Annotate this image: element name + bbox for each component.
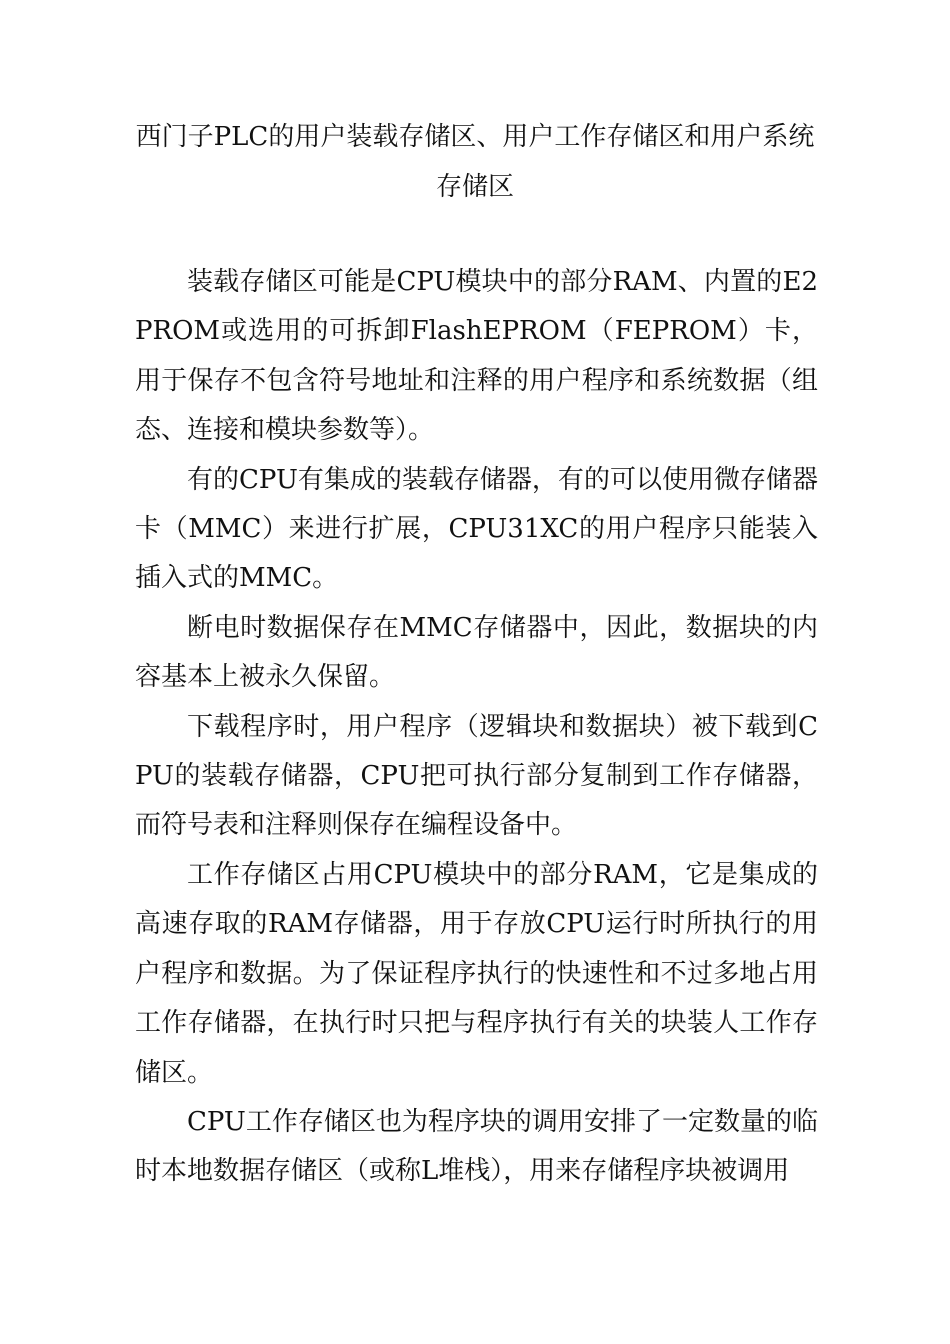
paragraph: 断电时数据保存在MMC存储器中，因此，数据块的内容基本上被永久保留。 (135, 612, 818, 693)
paragraph: 有的CPU有集成的装载存储器，有的可以使用微存储器卡（MMC）来进行扩展，CPU31XC的用户程序只能装入插入式的MMC。 (135, 464, 818, 594)
paragraph: 装载存储区可能是CPU模块中的部分RAM、内置的E2PROM或选用的可拆卸FlashEPROM（FEPROM）卡，用于保存不包含符号地址和注释的用户程序和系统数据（组态、连接和模块参数等）。 (135, 267, 818, 446)
document-body (135, 258, 818, 1197)
document-title: 西门子PLC的用户装载存储区、用户工作存储区和用户系统存储区 (135, 122, 815, 202)
paragraph: 下载程序时，用户程序（逻辑块和数据块）被下载到CPU的装载存储器，CPU把可执行部分复制到工作存储器，而符号表和注释则保存在编程设备中。 (135, 711, 818, 841)
paragraph: CPU工作存储区也为程序块的调用安排了一定数量的临时本地数据存储区（或称L堆栈），用来存储程序块被调用 (135, 1106, 818, 1187)
paragraph: 工作存储区占用CPU模块中的部分RAM，它是集成的高速存取的RAM存储器，用于存放CPU运行时所执行的用户程序和数据。为了保证程序执行的快速性和不过多地占用工作存储器，在执行时只把与程序执行有关的块装人工作存储区。 (135, 859, 818, 1088)
